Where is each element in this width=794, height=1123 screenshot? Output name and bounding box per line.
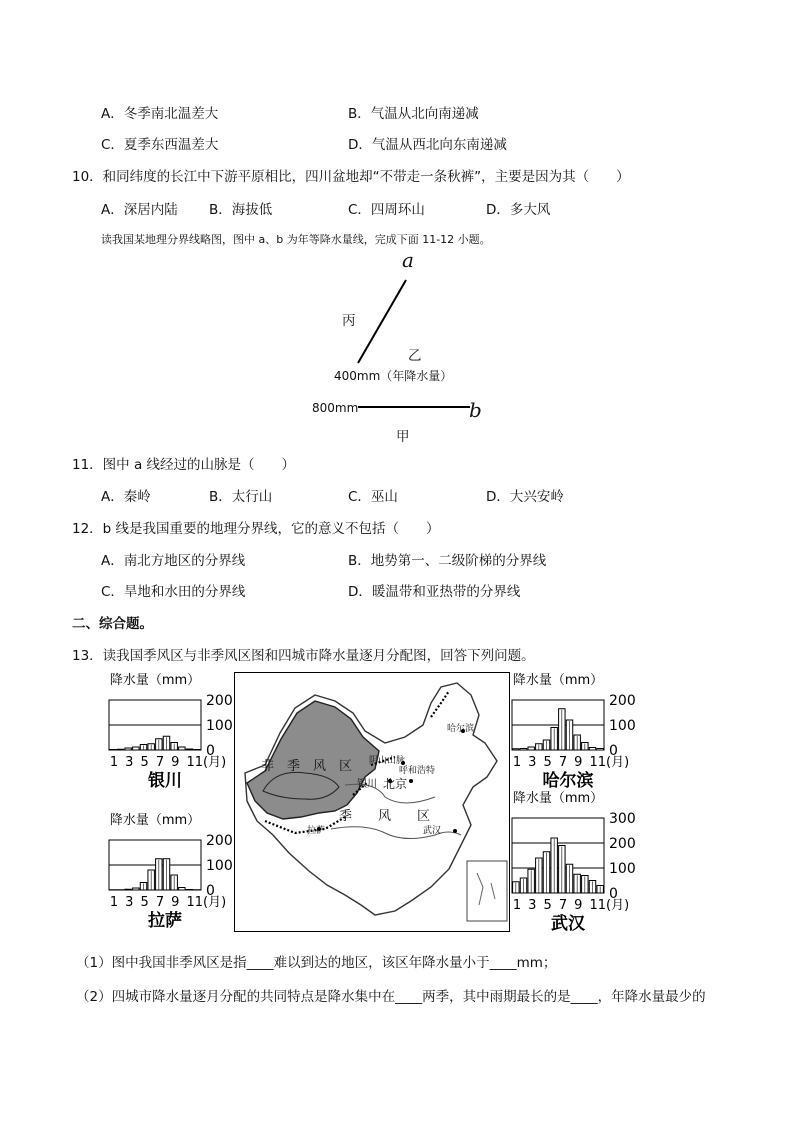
- china-outline-map: [235, 673, 509, 931]
- chart-xtick: 3: [125, 895, 134, 910]
- chart-city-name: 哈尔滨: [542, 771, 594, 791]
- chart-yinchuan: [107, 672, 235, 792]
- chart-bar: [513, 749, 519, 750]
- chart-xtick: 5: [543, 898, 552, 913]
- chart-xtick: 11(月): [589, 755, 630, 770]
- chart-xtick: 9: [574, 755, 583, 770]
- chart-ytick: 200: [206, 693, 233, 709]
- chart-xtick: 1: [512, 755, 522, 770]
- chart-xtick: 9: [171, 895, 180, 910]
- chart-ylabel: 降水量（mm）: [109, 673, 201, 688]
- chart-xtick: 7: [155, 895, 165, 910]
- q9-option-c: C．夏季东西温差大: [101, 137, 219, 153]
- q12-option-c: C．旱地和水田的分界线: [101, 584, 246, 600]
- chart-ytick: 200: [609, 693, 636, 709]
- label-a: a: [402, 248, 414, 272]
- chart-ytick: 100: [206, 718, 233, 734]
- label-yinchuan: 银川: [357, 779, 377, 790]
- instruction-text: 读我国某地理分界线略图，图中 a、b 为年等降水量线，完成下面 11-12 小题。: [101, 233, 491, 246]
- label-harbin: 哈尔滨: [447, 724, 475, 734]
- chart-xtick: 1: [109, 895, 119, 910]
- chart-lhasa-svg: [107, 812, 235, 932]
- q9-option-b: B．气温从北向南递减: [348, 106, 479, 122]
- chart-bar: [520, 749, 526, 751]
- label-hohhot: 呼和浩特: [399, 766, 436, 776]
- label-beijing: 北京: [383, 777, 408, 791]
- chart-bar: [117, 749, 123, 750]
- label-non-monsoon: 非 季 风 区: [261, 759, 353, 774]
- chart-ylabel: 降水量（mm）: [512, 791, 604, 806]
- chart-bar: [133, 888, 139, 890]
- chart-yinchuan-svg: [107, 672, 235, 792]
- label-400mm: 400mm（年降水量）: [334, 369, 453, 383]
- chart-ytick: 100: [609, 861, 636, 877]
- section-2-heading: 二、综合题。: [72, 616, 153, 632]
- chart-harbin-svg: [510, 672, 682, 792]
- chart-ytick: 0: [609, 886, 618, 902]
- chart-ytick: 100: [206, 858, 233, 874]
- chart-xtick: 7: [558, 898, 568, 913]
- chart-bar: [110, 750, 116, 751]
- line-a: [358, 280, 406, 363]
- chart-bar: [194, 750, 200, 751]
- chart-xtick: 5: [543, 755, 552, 770]
- q12-option-a: A．南北方地区的分界线: [101, 553, 246, 569]
- chart-ytick: 0: [609, 743, 618, 759]
- chart-lhasa: [107, 812, 235, 932]
- chart-xtick: 9: [574, 898, 583, 913]
- q10-stem: 10．和同纬度的长江中下游平原相比，四川盆地却“不带走一条秋裤”，主要是因为其（ ）: [72, 169, 630, 185]
- chart-bar: [528, 747, 534, 750]
- chart-bar: [186, 749, 192, 750]
- chart-xtick: 7: [558, 755, 568, 770]
- chart-xtick: 3: [528, 755, 537, 770]
- q11-option-d: D．大兴安岭: [486, 489, 564, 505]
- chart-bar: [125, 748, 131, 750]
- label-b: b: [469, 398, 482, 422]
- q10-option-b: B．海拔低: [209, 202, 273, 218]
- chart-xtick: 5: [140, 755, 149, 770]
- chart-xtick: 1: [109, 755, 119, 770]
- q9-option-a: A．冬季南北温差大: [101, 106, 219, 122]
- chart-ytick: 200: [206, 833, 233, 849]
- chart-bar: [179, 888, 185, 891]
- chart-bar: [125, 889, 131, 890]
- label-monsoon: 季 风 区: [339, 809, 431, 824]
- chart-city-name: 拉萨: [148, 911, 182, 931]
- chart-xtick: 7: [155, 755, 165, 770]
- q10-option-c: C．四周环山: [348, 202, 425, 218]
- q12-option-d: D．暖温带和亚热带的分界线: [348, 584, 521, 600]
- chart-ytick: 0: [206, 743, 215, 759]
- q13-sub1: （1）图中我国非季风区是指____难以到达的地区，该区年降水量小于____mm；: [76, 955, 557, 971]
- q13-sub2: （2）四城市降水量逐月分配的共同特点是降水集中在____两季，其中雨期最长的是____，年降水量最少的: [76, 989, 706, 1005]
- chart-bar: [179, 747, 185, 750]
- chart-ytick: 100: [609, 718, 636, 734]
- chart-xtick: 5: [140, 895, 149, 910]
- chart-xtick: 9: [171, 755, 180, 770]
- chart-city-name: 武汉: [551, 914, 585, 934]
- label-800mm: 800mm: [312, 401, 359, 415]
- chart-wuhan: [510, 790, 682, 935]
- label-bing: 丙: [342, 313, 356, 329]
- label-lhasa: 拉萨: [307, 826, 326, 836]
- chart-bar: [589, 748, 595, 751]
- chart-ylabel: 降水量（mm）: [512, 673, 604, 688]
- chart-xtick: 11(月): [186, 895, 227, 910]
- label-wuhan: 武汉: [423, 826, 442, 836]
- chart-ytick: 200: [609, 836, 636, 852]
- q11-option-b: B．太行山: [209, 489, 273, 505]
- chart-ytick: 300: [609, 811, 636, 827]
- q10-option-d: D．多大风: [486, 202, 551, 218]
- chart-wuhan-svg: [510, 790, 682, 935]
- chart-bar: [186, 890, 192, 891]
- q10-option-a: A．深居内陆: [101, 202, 178, 218]
- label-yi: 乙: [408, 348, 422, 364]
- chart-xtick: 11(月): [186, 755, 227, 770]
- chart-bar: [597, 749, 603, 751]
- label-yinshan: 阴山山脉: [369, 756, 406, 766]
- q11-option-a: A．秦岭: [101, 489, 151, 505]
- chart-ylabel: 降水量（mm）: [109, 813, 201, 828]
- chart-xtick: 11(月): [589, 898, 630, 913]
- q12-stem: 12．b 线是我国重要的地理分界线，它的意义不包括（ ）: [72, 521, 440, 537]
- chart-xtick: 1: [512, 898, 522, 913]
- chart-xtick: 3: [125, 755, 134, 770]
- q11-stem: 11．图中 a 线经过的山脉是（ ）: [72, 457, 296, 473]
- chart-xtick: 3: [528, 898, 537, 913]
- chart-city-name: 银川: [148, 771, 182, 791]
- chart-harbin: [510, 672, 682, 792]
- q9-option-d: D．气温从西北向东南递减: [348, 137, 507, 153]
- q13-stem: 13．读我国季风区与非季风区图和四城市降水量逐月分配图，回答下列问题。: [72, 648, 535, 664]
- chart-ytick: 0: [206, 883, 215, 899]
- monsoon-map: [234, 672, 510, 932]
- chart-bar: [133, 747, 139, 750]
- label-jia: 甲: [396, 429, 410, 445]
- q12-option-b: B．地势第一、二级阶梯的分界线: [348, 553, 547, 569]
- q11-option-c: C．巫山: [348, 489, 398, 505]
